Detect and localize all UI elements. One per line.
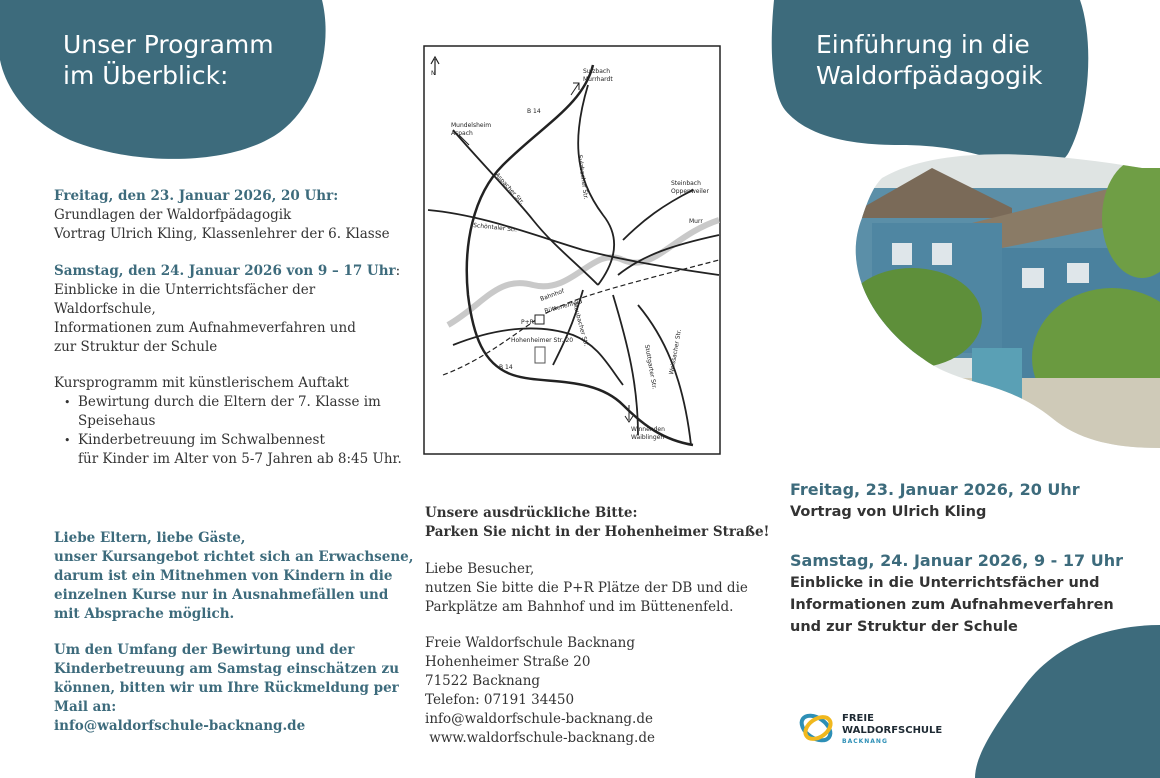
school-logo-icon [796, 704, 840, 754]
svg-text:Sulzbacher Str.: Sulzbacher Str. [576, 154, 590, 200]
svg-text:Oppenweiler: Oppenweiler [671, 188, 709, 195]
school-building-photo [852, 148, 1160, 448]
svg-text:Murr: Murr [689, 218, 703, 225]
svg-text:Steinbach: Steinbach [671, 180, 701, 187]
panel-program-overview [0, 0, 414, 778]
event-friday: Freitag, 23. Januar 2026, 20 Uhr Vortrag von Ulrich Kling [790, 480, 1080, 520]
svg-text:Sulzbach: Sulzbach [583, 68, 611, 75]
svg-text:Schöntaler Str.: Schöntaler Str. [472, 222, 518, 234]
svg-text:Murrhardt: Murrhardt [583, 76, 613, 83]
school-address: Freie Waldorfschule Backnang Hohenheimer Straße 20 71522 Backnang Telefon: 07191 34450 info@waldorfschule-backnang.de www.waldorfschule-backnang.de [425, 635, 655, 746]
notice-feedback: Um den Umfang der Bewirtung und der Kinderbetreuung am Samstag einschätzen zu können, bitten wir um Ihre Rückmeldung per Mail an: info@waldorfschule-backnang.de [54, 642, 400, 734]
svg-text:B 14: B 14 [527, 108, 541, 115]
cover-title: Einführung in die Waldorfpädagogik [816, 30, 1043, 90]
svg-text:Waiblingen: Waiblingen [631, 434, 665, 441]
list-item: • Kinderbetreuung im Schwalbennest [54, 431, 384, 450]
svg-text:Mundelsheim: Mundelsheim [451, 122, 492, 129]
svg-text:Bahnhof: Bahnhof [539, 287, 566, 303]
saturday-heading: Samstag, den 24. Januar 2026 von 9 – 17 Uhr [54, 263, 396, 279]
friday-heading: Freitag, den 23. Januar 2026, 20 Uhr: [54, 188, 339, 204]
svg-text:Büttenenfeld: Büttenenfeld [543, 298, 584, 315]
saturday-program: Samstag, den 24. Januar 2026 von 9 – 17 Uhr: Einblicke in die Unterrichtsfächer der Waldorfschule, Informationen zum Aufnahmeverfahren und zur Struktur der Schule [54, 263, 401, 355]
phone-number[interactable]: Telefon: 07191 34450 [425, 692, 575, 708]
directions-map [423, 45, 721, 455]
svg-text:Stuttgarter Str.: Stuttgarter Str. [643, 344, 658, 390]
visitor-info: Liebe Besucher, nutzen Sie bitte die P+R Plätze der DB und die Parkplätze am Bahnhof und im Büttenenfeld. [425, 561, 748, 615]
panel-directions [385, 0, 770, 778]
friday-program: Freitag, den 23. Januar 2026, 20 Uhr: Grundlagen der Waldorfpädagogik Vortrag Ulrich Kling, Klassenlehrer der 6. Klasse [54, 188, 390, 242]
svg-text:Aspach: Aspach [451, 130, 473, 137]
svg-text:Hohenheimer Str. 20: Hohenheimer Str. 20 [511, 337, 574, 344]
list-item: • Bewirtung durch die Eltern der 7. Klasse im [54, 393, 384, 412]
svg-text:Weissacher Str.: Weissacher Str. [668, 328, 683, 376]
svg-text:Maubacher Str.: Maubacher Str. [571, 301, 590, 348]
event-saturday: Samstag, 24. Januar 2026, 9 - 17 Uhr Einblicke in die Unterrichtsfächer und Informationen zum Aufnahmeverfahren und zur Struktur der Schule [790, 551, 1123, 635]
program-title: Unser Programm im Überblick: [63, 30, 274, 90]
contact-email-link[interactable]: info@waldorfschule-backnang.de [425, 711, 653, 727]
notice-children: Liebe Eltern, liebe Gäste, unser Kursangebot richtet sich an Erwachsene, darum ist ein Mitnehmen von Kindern in die einzelnen Kurse nur in Ausnahmefällen und mit Absprache möglich. [54, 530, 414, 622]
svg-text:Aspacher Str.: Aspacher Str. [493, 171, 526, 206]
svg-text:Winnenden: Winnenden [631, 426, 665, 433]
feedback-email-link[interactable]: info@waldorfschule-backnang.de [54, 718, 306, 734]
svg-text:P+R: P+R [521, 319, 534, 326]
map-north-label: N [431, 70, 436, 77]
website-link[interactable]: www.waldorfschule-backnang.de [425, 730, 655, 746]
panel-cover [770, 0, 1160, 778]
school-logo: FREIE WALDORFSCHULE BACKNANG [796, 704, 996, 754]
svg-text:B 14: B 14 [499, 364, 513, 371]
parking-request: Unsere ausdrückliche Bitte: Parken Sie nicht in der Hohenheimer Straße! [425, 505, 770, 540]
course-program: Kursprogramm mit künstlerischem Auftakt • Bewirtung durch die Eltern der 7. Klasse im Speisehaus • Kinderbetreuung im Schwalbennest für Kinder im Alter von 5-7 Jahren ab 8:45 Uhr. [54, 374, 384, 469]
footer-blob-right [975, 625, 1160, 778]
